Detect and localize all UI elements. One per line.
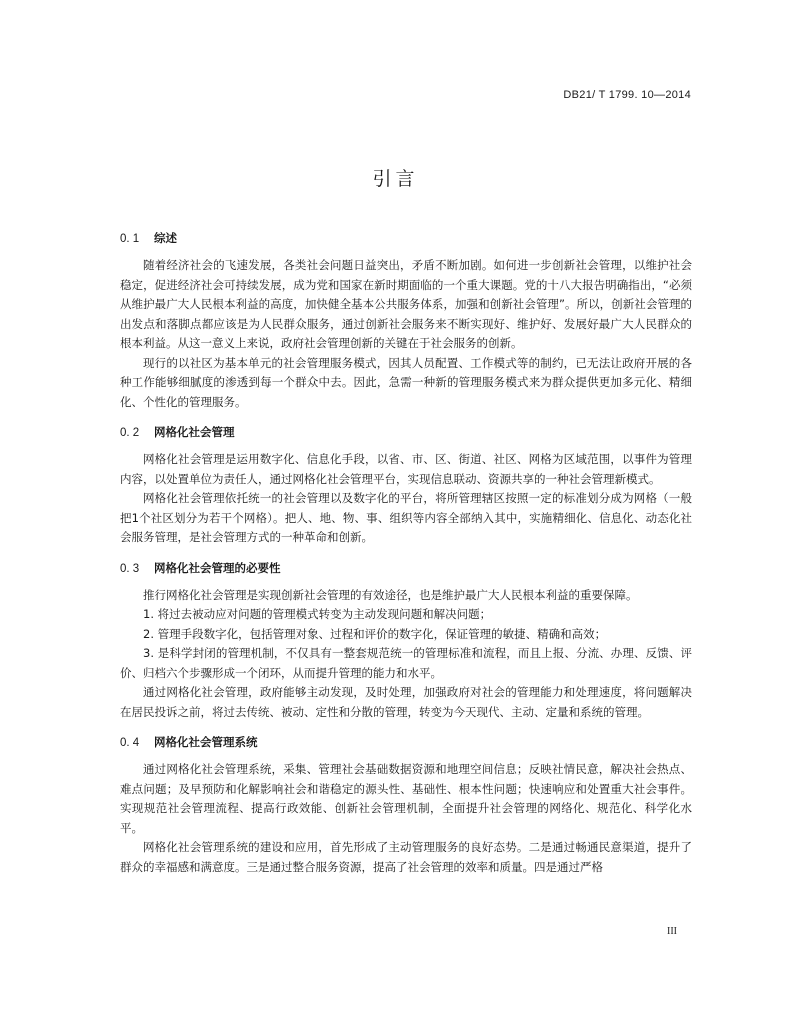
section-overview bbox=[120, 228, 692, 412]
paragraph: 通过网格化社会管理系统，采集、管理社会基础数据资源和地理空间信息；反映社情民意，解决社会热点、难点问题；及早预防和化解影响社会和谐稳定的源头性、基础性、根本性问题；快速响应和处置重大社会事件。实现规范社会管理流程、提高行政效能、创新社会管理机制，全面提升社会管理的网络化、规范化、科学化水平。 bbox=[120, 762, 692, 835]
paragraph: 推行网格化社会管理是实现创新社会管理的有效途径，也是维护最广大人民根本利益的重要保障。 bbox=[143, 587, 638, 602]
paragraph: 网格化社会管理系统的建设和应用，首先形成了主动管理服务的良好态势。二是通过畅通民意渠道，提升了群众的幸福感和满意度。三是通过整合服务资源，提高了社会管理的效率和质量。四是通过严格 bbox=[120, 840, 692, 874]
list-item: 1. 将过去被动应对问题的管理模式转变为主动发现问题和解决问题； bbox=[143, 607, 492, 621]
page-title: 引言 bbox=[372, 168, 419, 190]
list-item: 3. 是科学封闭的管理机制，不仅具有一整套规范统一的管理标准和流程，而且上报、分流、办理、反馈、评价、归档六个步骤形成一个闭环，从而提升管理的能力和水平。 bbox=[120, 646, 692, 680]
paragraph: 随着经济社会的飞速发展，各类社会问题日益突出，矛盾不断加剧。如何进一步创新社会管理，以维护社会稳定，促进经济社会可持续发展，成为党和国家在新时期面临的一个重大课题。党的十八大报告明确指出，“必须从维护最广大人民根本利益的高度，加快健全基本公共服务体系，加强和创新社会管理”。所以，创新社会管理的出发点和落脚点都应该是为人民群众服务，通过创新社会服务来不断实现好、维护好、发展好最广大人民群众的根本利益。从这一意义上来说，政府社会管理创新的关键在于社会服务的创新。 bbox=[120, 258, 692, 350]
section-necessity bbox=[120, 558, 692, 723]
page-number: III bbox=[667, 926, 677, 937]
document-body bbox=[120, 228, 692, 877]
section-title: 网格化社会管理系统 bbox=[154, 735, 258, 749]
section-title: 综述 bbox=[154, 231, 177, 245]
section-number: 0. 4 bbox=[120, 737, 140, 749]
section-number: 0. 3 bbox=[120, 562, 140, 575]
paragraph: 通过网格化社会管理，政府能够主动发现，及时处理，加强政府对社会的管理能力和处理速度，将问题解决在居民投诉之前，将过去传统、被动、定性和分散的管理，转变为今天现代、主动、定量和系统的管理。 bbox=[120, 685, 692, 719]
section-grid-management bbox=[120, 422, 692, 548]
section-heading bbox=[120, 228, 692, 248]
paragraph: 网格化社会管理是运用数字化、信息化手段，以省、市、区、街道、社区、网格为区域范围，以事件为管理内容，以处置单位为责任人，通过网格化社会管理平台，实现信息联动、资源共享的一种社会管理新模式。 bbox=[120, 452, 692, 486]
paragraph: 现行的以社区为基本单元的社会管理服务模式，因其人员配置、工作模式等的制约，已无法让政府开展的各种工作能够细腻度的渗透到每一个群众中去。因此，急需一种新的管理服务模式来为群众提供更加多元化、精细化、个性化的管理服务。 bbox=[120, 355, 692, 409]
section-number: 0. 2 bbox=[120, 427, 140, 439]
paragraph: 网格化社会管理依托统一的社会管理以及数字化的平台，将所管理辖区按照一定的标准划分成为网格（一般把1个社区划分为若干个网格）。把人、地、物、事、组织等内容全部纳入其中，实施精细化、信息化、动态化社会服务管理，是社会管理方式的一种革命和创新。 bbox=[120, 491, 692, 544]
section-grid-system bbox=[120, 732, 692, 877]
section-title: 网格化社会管理 bbox=[154, 425, 235, 439]
standard-number: DB21/ T 1799. 10—2014 bbox=[563, 89, 691, 101]
section-heading bbox=[120, 732, 692, 752]
section-number: 0. 1 bbox=[120, 233, 140, 245]
list-item: 2. 管理手段数字化，包括管理对象、过程和评价的数字化，保证管理的敏捷、精确和高效； bbox=[143, 626, 607, 641]
section-heading bbox=[120, 558, 692, 578]
section-title: 网格化社会管理的必要性 bbox=[154, 560, 281, 575]
section-heading bbox=[120, 422, 692, 442]
